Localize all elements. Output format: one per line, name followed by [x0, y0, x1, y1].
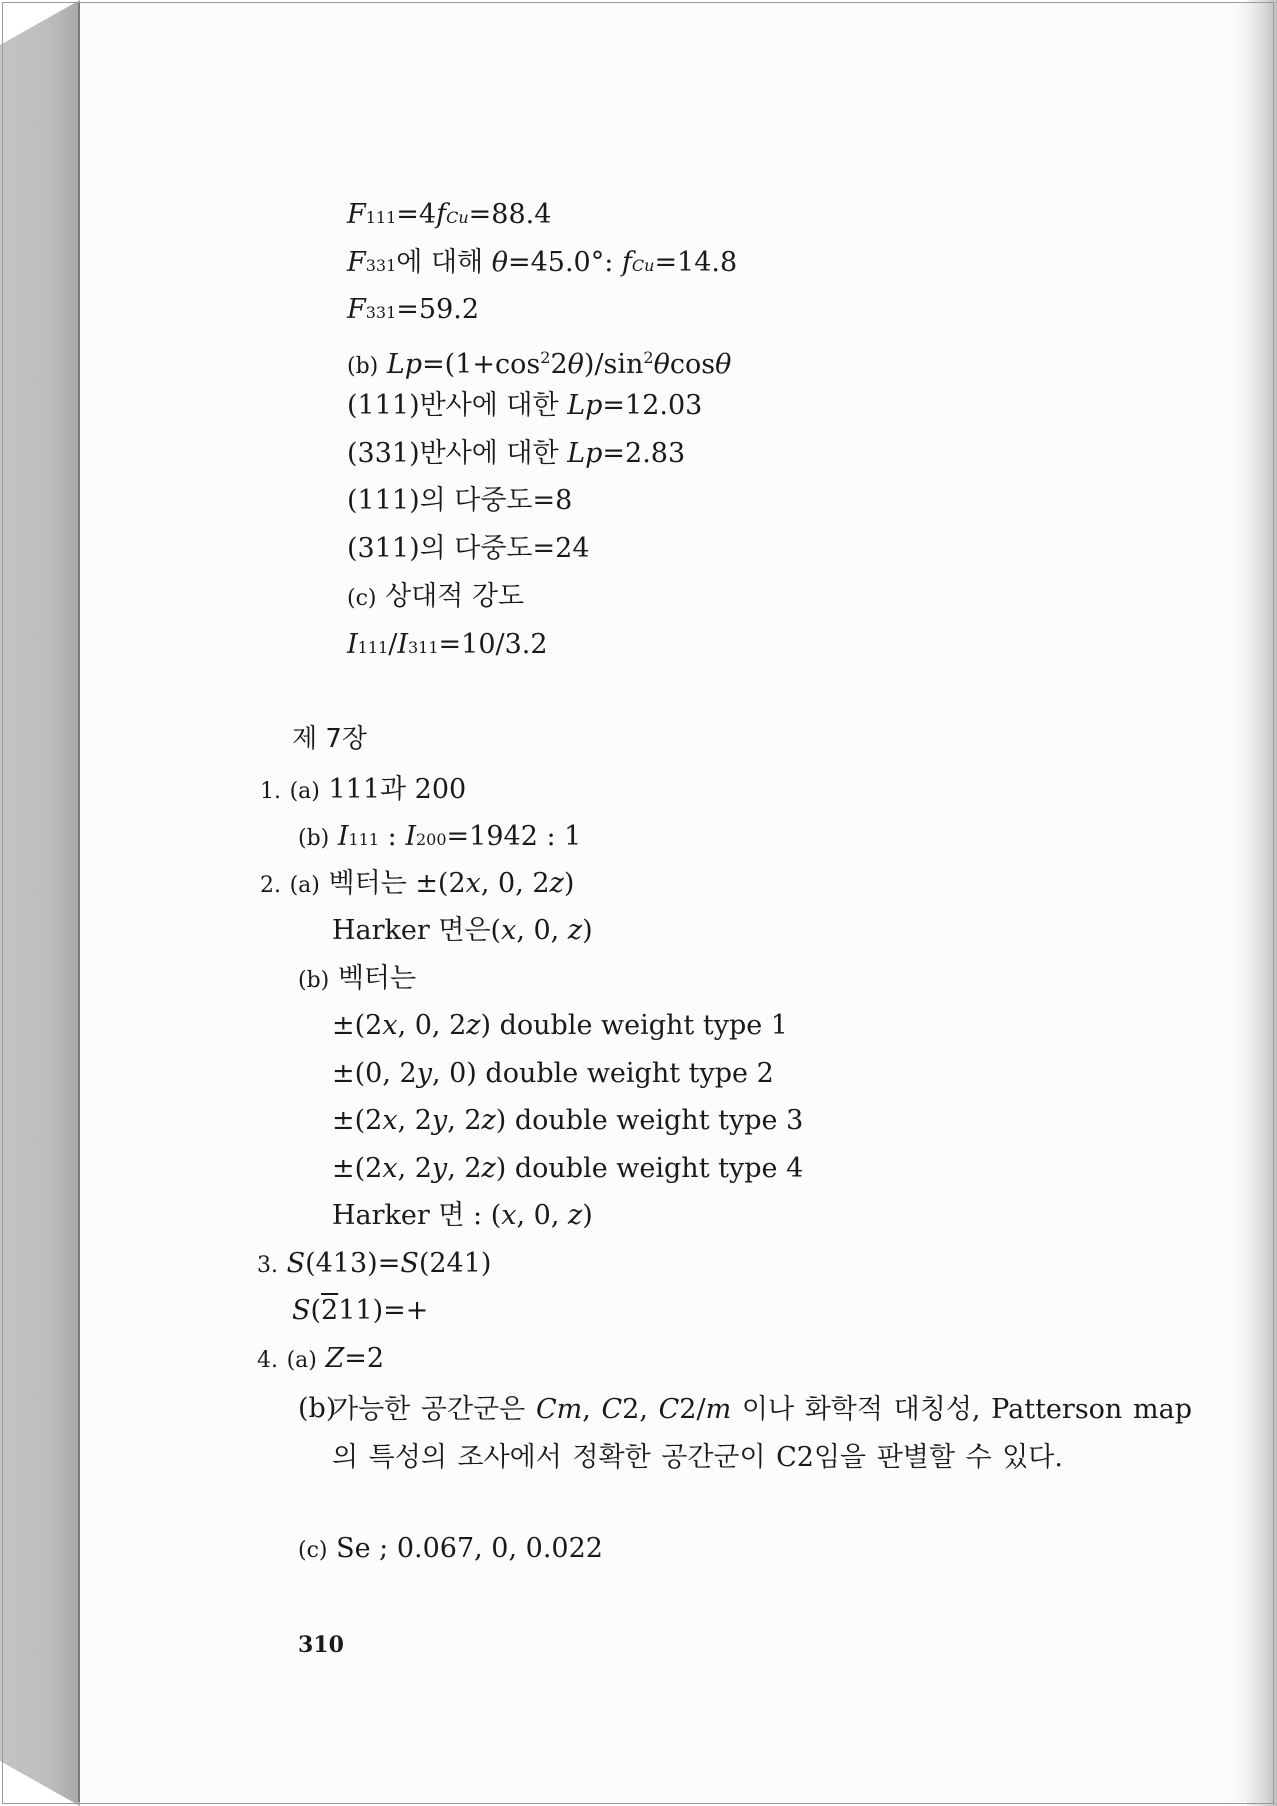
page-right-edge — [1247, 0, 1277, 1806]
harker-plane: Harker 면 : (x, 0, z) — [332, 1200, 593, 1231]
vector-type-2: ±(0, 2y, 0) double weight type 2 — [332, 1058, 774, 1089]
formula-f331-theta: F331에 대해 θ=45.0°: fCu=14.8 — [347, 247, 738, 278]
book-page — [78, 2, 1250, 1802]
vector-type-3: ±(2x, 2y, 2z) double weight type 3 — [332, 1105, 804, 1136]
spine-bottom-corner — [0, 1761, 80, 1806]
vector-type-4: ±(2x, 2y, 2z) double weight type 4 — [332, 1153, 804, 1184]
answer-4b-label: (b) — [298, 1393, 337, 1424]
answer-1b: (b) I111 : I200=1942 : 1 — [298, 821, 582, 852]
page-number: 310 — [298, 1632, 344, 1658]
vector-type-1: ±(2x, 0, 2z) double weight type 1 — [332, 1010, 788, 1041]
formula-f111: F111=4fCu=88.4 — [347, 199, 552, 230]
formula-lp: (b) $Lp=(1+\cos^22\theta)/\sin^2\theta\cos\theta$ — [347, 348, 732, 380]
book-spine — [0, 0, 80, 1806]
spine-top-corner — [0, 0, 80, 45]
answer-3a: 3. S(413)=S(241) — [257, 1248, 492, 1279]
answer-4c: (c) Se ; 0.067, 0, 0.022 — [298, 1533, 603, 1564]
formula-f331: F331=59.2 — [347, 294, 480, 325]
multiplicity-311: (311)의 다중도=24 — [347, 533, 590, 564]
answer-3b: S(211)=+ — [292, 1295, 429, 1326]
answer-2a: 2. (a) 벡터는 ±(2x, 0, 2z) — [260, 868, 575, 899]
answer-4b: 가능한 공간군은 Cm, C2, C2/m 이나 화학적 대칭성, Patterson map의 특성의 조사에서 정확한 공간군이 C2임을 판별할 수 있다. — [332, 1394, 1192, 1473]
answer-4a: 4. (a) Z=2 — [257, 1343, 385, 1374]
relative-intensity-heading: (c) 상대적 강도 — [347, 581, 525, 612]
intensity-ratio: I111/I311=10/3.2 — [347, 629, 548, 660]
answer-2a-harker: Harker 면은(x, 0, z) — [332, 915, 593, 946]
multiplicity-111: (111)의 다중도=8 — [347, 485, 573, 516]
lp-111: (111)반사에 대한 Lp=12.03 — [347, 390, 703, 421]
answer-2b: (b) 벡터는 — [298, 963, 417, 994]
chapter-heading: 제 7장 — [292, 724, 368, 754]
lp-331: (331)반사에 대한 Lp=2.83 — [347, 438, 686, 469]
answer-1a: 1. (a) 111과 200 — [260, 774, 467, 805]
